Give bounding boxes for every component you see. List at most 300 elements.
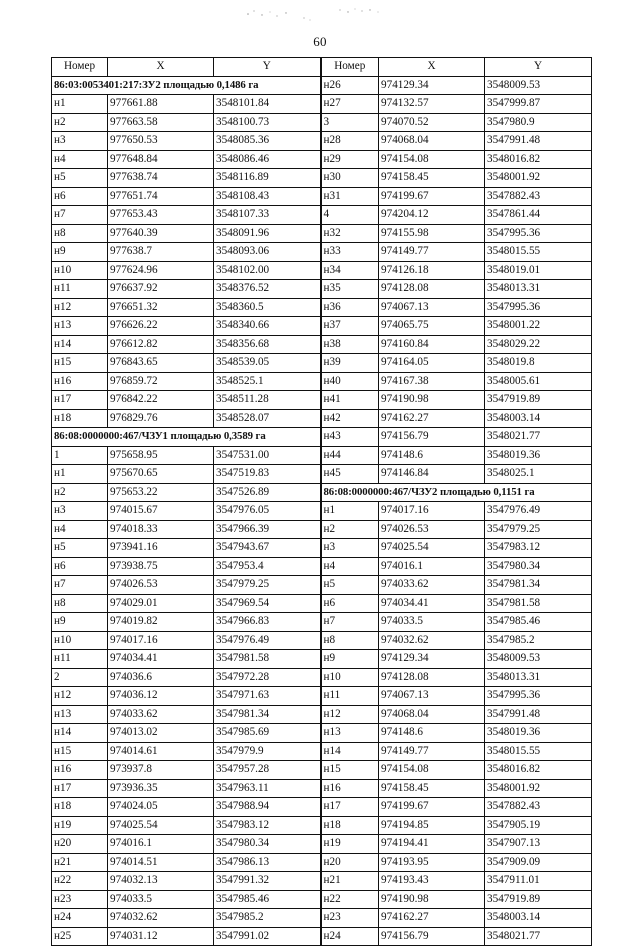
table-row <box>52 169 592 188</box>
point-number-cell: н13 <box>52 317 108 336</box>
point-number-cell: н13 <box>321 724 379 743</box>
header-number-right: Номер <box>321 58 379 77</box>
x-coordinate-cell: 974065.75 <box>379 317 485 336</box>
x-coordinate-cell: 974154.08 <box>379 761 485 780</box>
y-coordinate-cell: 3548019.36 <box>485 724 592 743</box>
x-coordinate-cell: 974155.98 <box>379 224 485 243</box>
y-coordinate-cell: 3548021.77 <box>485 428 592 447</box>
point-number-cell: н14 <box>321 742 379 761</box>
point-number-cell: н22 <box>321 890 379 909</box>
point-number-cell: н18 <box>52 409 108 428</box>
table-row <box>52 520 592 539</box>
x-coordinate-cell: 974014.51 <box>108 853 214 872</box>
table-row <box>52 150 592 169</box>
point-number-cell: н11 <box>52 650 108 669</box>
y-coordinate-cell: 3548009.53 <box>485 650 592 669</box>
point-number-cell: н32 <box>321 224 379 243</box>
y-coordinate-cell: 3547966.39 <box>214 520 321 539</box>
point-number-cell: н36 <box>321 298 379 317</box>
point-number-cell: н14 <box>52 724 108 743</box>
point-number-cell: н12 <box>52 298 108 317</box>
x-coordinate-cell: 974160.84 <box>379 335 485 354</box>
y-coordinate-cell: 3548528.07 <box>214 409 321 428</box>
y-coordinate-cell: 3547985.46 <box>214 890 321 909</box>
y-coordinate-cell: 3547980.34 <box>214 835 321 854</box>
table-row <box>52 835 592 854</box>
y-coordinate-cell: 3547966.83 <box>214 613 321 632</box>
table-row <box>52 298 592 317</box>
point-number-cell: н14 <box>52 335 108 354</box>
table-row <box>52 76 592 95</box>
x-coordinate-cell: 974026.53 <box>379 520 485 539</box>
y-coordinate-cell: 3547971.63 <box>214 687 321 706</box>
y-coordinate-cell: 3547979.25 <box>214 576 321 595</box>
x-coordinate-cell: 974017.16 <box>379 502 485 521</box>
y-coordinate-cell: 3548029.22 <box>485 335 592 354</box>
y-coordinate-cell: 3548015.55 <box>485 742 592 761</box>
point-number-cell: н5 <box>52 169 108 188</box>
y-coordinate-cell: 3548085.36 <box>214 132 321 151</box>
y-coordinate-cell: 3547905.19 <box>485 816 592 835</box>
y-coordinate-cell: 3547986.13 <box>214 853 321 872</box>
y-coordinate-cell: 3547991.32 <box>214 872 321 891</box>
x-coordinate-cell: 974199.67 <box>379 187 485 206</box>
x-coordinate-cell: 977638.74 <box>108 169 214 188</box>
point-number-cell: н8 <box>52 224 108 243</box>
y-coordinate-cell: 3547983.12 <box>485 539 592 558</box>
point-number-cell: н23 <box>321 909 379 928</box>
x-coordinate-cell: 974146.84 <box>379 465 485 484</box>
x-coordinate-cell: 974148.6 <box>379 446 485 465</box>
point-number-cell: н11 <box>52 280 108 299</box>
y-coordinate-cell: 3547531.00 <box>214 446 321 465</box>
y-coordinate-cell: 3548001.92 <box>485 169 592 188</box>
point-number-cell: н21 <box>321 872 379 891</box>
y-coordinate-cell: 3548376.52 <box>214 280 321 299</box>
x-coordinate-cell: 974013.02 <box>108 724 214 743</box>
x-coordinate-cell: 974158.45 <box>379 169 485 188</box>
x-coordinate-cell: 974194.41 <box>379 835 485 854</box>
x-coordinate-cell: 974026.53 <box>108 576 214 595</box>
y-coordinate-cell: 3547979.9 <box>214 742 321 761</box>
table-row <box>52 557 592 576</box>
point-number-cell: н7 <box>52 206 108 225</box>
point-number-cell: н16 <box>321 779 379 798</box>
y-coordinate-cell: 3548525.1 <box>214 372 321 391</box>
x-coordinate-cell: 974190.98 <box>379 890 485 909</box>
y-coordinate-cell: 3547957.28 <box>214 761 321 780</box>
x-coordinate-cell: 974016.1 <box>108 835 214 854</box>
x-coordinate-cell: 977650.53 <box>108 132 214 151</box>
scan-artifact <box>240 6 400 24</box>
point-number-cell: н13 <box>52 705 108 724</box>
y-coordinate-cell: 3547985.2 <box>485 631 592 650</box>
point-number-cell: н6 <box>321 594 379 613</box>
header-y-right: Y <box>485 58 592 77</box>
section-header: 86:08:0000000:467/ЧЗУ1 площадью 0,3589 га <box>52 428 321 447</box>
x-coordinate-cell: 974068.04 <box>379 132 485 151</box>
point-number-cell: н18 <box>321 816 379 835</box>
x-coordinate-cell: 974032.62 <box>108 909 214 928</box>
x-coordinate-cell: 974162.27 <box>379 409 485 428</box>
y-coordinate-cell: 3548107.33 <box>214 206 321 225</box>
point-number-cell: н29 <box>321 150 379 169</box>
x-coordinate-cell: 974033.62 <box>108 705 214 724</box>
point-number-cell: н16 <box>52 372 108 391</box>
point-number-cell: н24 <box>321 927 379 946</box>
point-number-cell: н3 <box>52 132 108 151</box>
y-coordinate-cell: 3548003.14 <box>485 409 592 428</box>
y-coordinate-cell: 3547919.89 <box>485 890 592 909</box>
table-row <box>52 613 592 632</box>
point-number-cell: н3 <box>321 539 379 558</box>
table-row <box>52 909 592 928</box>
point-number-cell: н10 <box>52 631 108 650</box>
y-coordinate-cell: 3547991.02 <box>214 927 321 946</box>
y-coordinate-cell: 3548005.61 <box>485 372 592 391</box>
point-number-cell: н42 <box>321 409 379 428</box>
x-coordinate-cell: 974132.57 <box>379 95 485 114</box>
section-header: 86:03:0053401:217:ЗУ2 площадью 0,1486 га <box>52 76 321 95</box>
x-coordinate-cell: 974154.08 <box>379 150 485 169</box>
table-row <box>52 428 592 447</box>
x-coordinate-cell: 974199.67 <box>379 798 485 817</box>
section-header: 86:08:0000000:467/ЧЗУ2 площадью 0,1151 га <box>321 483 592 502</box>
table-row <box>52 409 592 428</box>
x-coordinate-cell: 974129.34 <box>379 650 485 669</box>
y-coordinate-cell: 3548116.89 <box>214 169 321 188</box>
x-coordinate-cell: 976651.32 <box>108 298 214 317</box>
y-coordinate-cell: 3547988.94 <box>214 798 321 817</box>
point-number-cell: н21 <box>52 853 108 872</box>
point-number-cell: н18 <box>52 798 108 817</box>
x-coordinate-cell: 974025.54 <box>379 539 485 558</box>
y-coordinate-cell: 3547981.34 <box>214 705 321 724</box>
x-coordinate-cell: 974149.77 <box>379 742 485 761</box>
point-number-cell: н2 <box>52 113 108 132</box>
point-number-cell: н3 <box>52 502 108 521</box>
y-coordinate-cell: 3548086.46 <box>214 150 321 169</box>
x-coordinate-cell: 974158.45 <box>379 779 485 798</box>
page-number: 60 <box>313 34 327 49</box>
x-coordinate-cell: 977651.74 <box>108 187 214 206</box>
x-coordinate-cell: 977640.39 <box>108 224 214 243</box>
table-row <box>52 354 592 373</box>
point-number-cell: н37 <box>321 317 379 336</box>
table-row <box>52 132 592 151</box>
y-coordinate-cell: 3548108.43 <box>214 187 321 206</box>
x-coordinate-cell: 974033.5 <box>379 613 485 632</box>
x-coordinate-cell: 974068.04 <box>379 705 485 724</box>
table-row <box>52 502 592 521</box>
y-coordinate-cell: 3547979.25 <box>485 520 592 539</box>
point-number-cell: н28 <box>321 132 379 151</box>
point-number-cell: н25 <box>52 927 108 946</box>
x-coordinate-cell: 976842.22 <box>108 391 214 410</box>
table-row <box>52 95 592 114</box>
table-body <box>52 76 592 946</box>
header-x-left: X <box>108 58 214 77</box>
point-number-cell: н9 <box>321 650 379 669</box>
y-coordinate-cell: 3548013.31 <box>485 280 592 299</box>
y-coordinate-cell: 3548093.06 <box>214 243 321 262</box>
y-coordinate-cell: 3548019.01 <box>485 261 592 280</box>
y-coordinate-cell: 3548013.31 <box>485 668 592 687</box>
point-number-cell: н17 <box>52 779 108 798</box>
table-row <box>52 872 592 891</box>
x-coordinate-cell: 974014.61 <box>108 742 214 761</box>
table-row <box>52 261 592 280</box>
point-number-cell: н4 <box>52 150 108 169</box>
point-number-cell: 2 <box>52 668 108 687</box>
x-coordinate-cell: 975658.95 <box>108 446 214 465</box>
point-number-cell: н27 <box>321 95 379 114</box>
y-coordinate-cell: 3548356.68 <box>214 335 321 354</box>
y-coordinate-cell: 3547969.54 <box>214 594 321 613</box>
x-coordinate-cell: 974190.98 <box>379 391 485 410</box>
table-row <box>52 724 592 743</box>
point-number-cell: н26 <box>321 76 379 95</box>
y-coordinate-cell: 3548102.00 <box>214 261 321 280</box>
y-coordinate-cell: 3548016.82 <box>485 761 592 780</box>
x-coordinate-cell: 977663.58 <box>108 113 214 132</box>
x-coordinate-cell: 973941.16 <box>108 539 214 558</box>
x-coordinate-cell: 974017.16 <box>108 631 214 650</box>
x-coordinate-cell: 976843.65 <box>108 354 214 373</box>
y-coordinate-cell: 3548009.53 <box>485 76 592 95</box>
point-number-cell: н8 <box>52 594 108 613</box>
x-coordinate-cell: 975653.22 <box>108 483 214 502</box>
x-coordinate-cell: 974156.79 <box>379 428 485 447</box>
table-row <box>52 335 592 354</box>
table-row <box>52 280 592 299</box>
y-coordinate-cell: 3547991.48 <box>485 132 592 151</box>
table-row <box>52 372 592 391</box>
x-coordinate-cell: 974032.62 <box>379 631 485 650</box>
y-coordinate-cell: 3548100.73 <box>214 113 321 132</box>
point-number-cell: н38 <box>321 335 379 354</box>
point-number-cell: н2 <box>321 520 379 539</box>
point-number-cell: н19 <box>52 816 108 835</box>
coordinates-table <box>51 57 592 946</box>
x-coordinate-cell: 974128.08 <box>379 668 485 687</box>
y-coordinate-cell: 3547995.36 <box>485 687 592 706</box>
y-coordinate-cell: 3547953.4 <box>214 557 321 576</box>
point-number-cell: н15 <box>52 354 108 373</box>
table-row <box>52 779 592 798</box>
point-number-cell: н1 <box>52 95 108 114</box>
point-number-cell: н9 <box>52 613 108 632</box>
point-number-cell: н41 <box>321 391 379 410</box>
table-row <box>52 853 592 872</box>
table-row <box>52 391 592 410</box>
header-y-left: Y <box>214 58 321 77</box>
point-number-cell: н5 <box>52 539 108 558</box>
point-number-cell: н39 <box>321 354 379 373</box>
table-row <box>52 890 592 909</box>
point-number-cell: н7 <box>321 613 379 632</box>
x-coordinate-cell: 976829.76 <box>108 409 214 428</box>
y-coordinate-cell: 3547985.2 <box>214 909 321 928</box>
y-coordinate-cell: 3547980.34 <box>485 557 592 576</box>
point-number-cell: н31 <box>321 187 379 206</box>
point-number-cell: н17 <box>52 391 108 410</box>
x-coordinate-cell: 974167.38 <box>379 372 485 391</box>
y-coordinate-cell: 3547981.34 <box>485 576 592 595</box>
y-coordinate-cell: 3548015.55 <box>485 243 592 262</box>
point-number-cell: н15 <box>52 742 108 761</box>
y-coordinate-cell: 3548019.8 <box>485 354 592 373</box>
y-coordinate-cell: 3547911.01 <box>485 872 592 891</box>
y-coordinate-cell: 3548340.66 <box>214 317 321 336</box>
x-coordinate-cell: 974018.33 <box>108 520 214 539</box>
table-row <box>52 187 592 206</box>
x-coordinate-cell: 977648.84 <box>108 150 214 169</box>
point-number-cell: н12 <box>321 705 379 724</box>
y-coordinate-cell: 3548360.5 <box>214 298 321 317</box>
point-number-cell: н6 <box>52 187 108 206</box>
y-coordinate-cell: 3547882.43 <box>485 798 592 817</box>
point-number-cell: н24 <box>52 909 108 928</box>
y-coordinate-cell: 3548025.1 <box>485 465 592 484</box>
x-coordinate-cell: 974034.41 <box>108 650 214 669</box>
x-coordinate-cell: 974164.05 <box>379 354 485 373</box>
x-coordinate-cell: 974204.12 <box>379 206 485 225</box>
y-coordinate-cell: 3547519.83 <box>214 465 321 484</box>
table-row <box>52 705 592 724</box>
point-number-cell: н1 <box>52 465 108 484</box>
x-coordinate-cell: 974194.85 <box>379 816 485 835</box>
y-coordinate-cell: 3548539.05 <box>214 354 321 373</box>
table-row <box>52 761 592 780</box>
point-number-cell: н33 <box>321 243 379 262</box>
table-row <box>52 446 592 465</box>
x-coordinate-cell: 974070.52 <box>379 113 485 132</box>
header-number-left: Номер <box>52 58 108 77</box>
x-coordinate-cell: 974067.13 <box>379 687 485 706</box>
y-coordinate-cell: 3547909.09 <box>485 853 592 872</box>
point-number-cell: н34 <box>321 261 379 280</box>
y-coordinate-cell: 3548511.28 <box>214 391 321 410</box>
point-number-cell: н11 <box>321 687 379 706</box>
y-coordinate-cell: 3547995.36 <box>485 224 592 243</box>
x-coordinate-cell: 977653.43 <box>108 206 214 225</box>
y-coordinate-cell: 3547991.48 <box>485 705 592 724</box>
point-number-cell: н6 <box>52 557 108 576</box>
x-coordinate-cell: 973936.35 <box>108 779 214 798</box>
x-coordinate-cell: 974025.54 <box>108 816 214 835</box>
table-row <box>52 742 592 761</box>
point-number-cell: н9 <box>52 243 108 262</box>
x-coordinate-cell: 974128.08 <box>379 280 485 299</box>
x-coordinate-cell: 976859.72 <box>108 372 214 391</box>
table-row <box>52 631 592 650</box>
x-coordinate-cell: 976612.82 <box>108 335 214 354</box>
x-coordinate-cell: 974032.13 <box>108 872 214 891</box>
point-number-cell: н2 <box>52 483 108 502</box>
x-coordinate-cell: 977624.96 <box>108 261 214 280</box>
x-coordinate-cell: 974024.05 <box>108 798 214 817</box>
x-coordinate-cell: 974193.43 <box>379 872 485 891</box>
x-coordinate-cell: 974016.1 <box>379 557 485 576</box>
y-coordinate-cell: 3547919.89 <box>485 391 592 410</box>
point-number-cell: н10 <box>321 668 379 687</box>
x-coordinate-cell: 974015.67 <box>108 502 214 521</box>
point-number-cell: н7 <box>52 576 108 595</box>
point-number-cell: н8 <box>321 631 379 650</box>
point-number-cell: н16 <box>52 761 108 780</box>
y-coordinate-cell: 3548003.14 <box>485 909 592 928</box>
table-row <box>52 206 592 225</box>
y-coordinate-cell: 3547882.43 <box>485 187 592 206</box>
table-row <box>52 650 592 669</box>
y-coordinate-cell: 3548101.84 <box>214 95 321 114</box>
point-number-cell: н20 <box>321 853 379 872</box>
point-number-cell: н4 <box>52 520 108 539</box>
table-header-row <box>52 58 592 77</box>
y-coordinate-cell: 3547976.49 <box>485 502 592 521</box>
table-row <box>52 483 592 502</box>
y-coordinate-cell: 3548019.36 <box>485 446 592 465</box>
table-row <box>52 927 592 946</box>
point-number-cell: н43 <box>321 428 379 447</box>
y-coordinate-cell: 3548001.22 <box>485 317 592 336</box>
x-coordinate-cell: 974067.13 <box>379 298 485 317</box>
table-row <box>52 798 592 817</box>
point-number-cell: н45 <box>321 465 379 484</box>
x-coordinate-cell: 974148.6 <box>379 724 485 743</box>
x-coordinate-cell: 974193.95 <box>379 853 485 872</box>
y-coordinate-cell: 3548001.92 <box>485 779 592 798</box>
point-number-cell: 4 <box>321 206 379 225</box>
x-coordinate-cell: 974156.79 <box>379 927 485 946</box>
point-number-cell: н10 <box>52 261 108 280</box>
table-row <box>52 317 592 336</box>
x-coordinate-cell: 974149.77 <box>379 243 485 262</box>
x-coordinate-cell: 974129.34 <box>379 76 485 95</box>
table-row <box>52 539 592 558</box>
y-coordinate-cell: 3547981.58 <box>214 650 321 669</box>
x-coordinate-cell: 974033.5 <box>108 890 214 909</box>
point-number-cell: н19 <box>321 835 379 854</box>
x-coordinate-cell: 975670.65 <box>108 465 214 484</box>
x-coordinate-cell: 976626.22 <box>108 317 214 336</box>
x-coordinate-cell: 974162.27 <box>379 909 485 928</box>
point-number-cell: н15 <box>321 761 379 780</box>
y-coordinate-cell: 3548016.82 <box>485 150 592 169</box>
table-row <box>52 113 592 132</box>
y-coordinate-cell: 3548091.96 <box>214 224 321 243</box>
y-coordinate-cell: 3547995.36 <box>485 298 592 317</box>
point-number-cell: н1 <box>321 502 379 521</box>
x-coordinate-cell: 976637.92 <box>108 280 214 299</box>
point-number-cell: н5 <box>321 576 379 595</box>
point-number-cell: н4 <box>321 557 379 576</box>
table-row <box>52 594 592 613</box>
table-row <box>52 224 592 243</box>
x-coordinate-cell: 973938.75 <box>108 557 214 576</box>
y-coordinate-cell: 3547963.11 <box>214 779 321 798</box>
x-coordinate-cell: 977661.88 <box>108 95 214 114</box>
x-coordinate-cell: 974031.12 <box>108 927 214 946</box>
point-number-cell: н44 <box>321 446 379 465</box>
x-coordinate-cell: 974029.01 <box>108 594 214 613</box>
y-coordinate-cell: 3547985.46 <box>485 613 592 632</box>
x-coordinate-cell: 974036.12 <box>108 687 214 706</box>
y-coordinate-cell: 3547861.44 <box>485 206 592 225</box>
y-coordinate-cell: 3547999.87 <box>485 95 592 114</box>
table-row <box>52 668 592 687</box>
